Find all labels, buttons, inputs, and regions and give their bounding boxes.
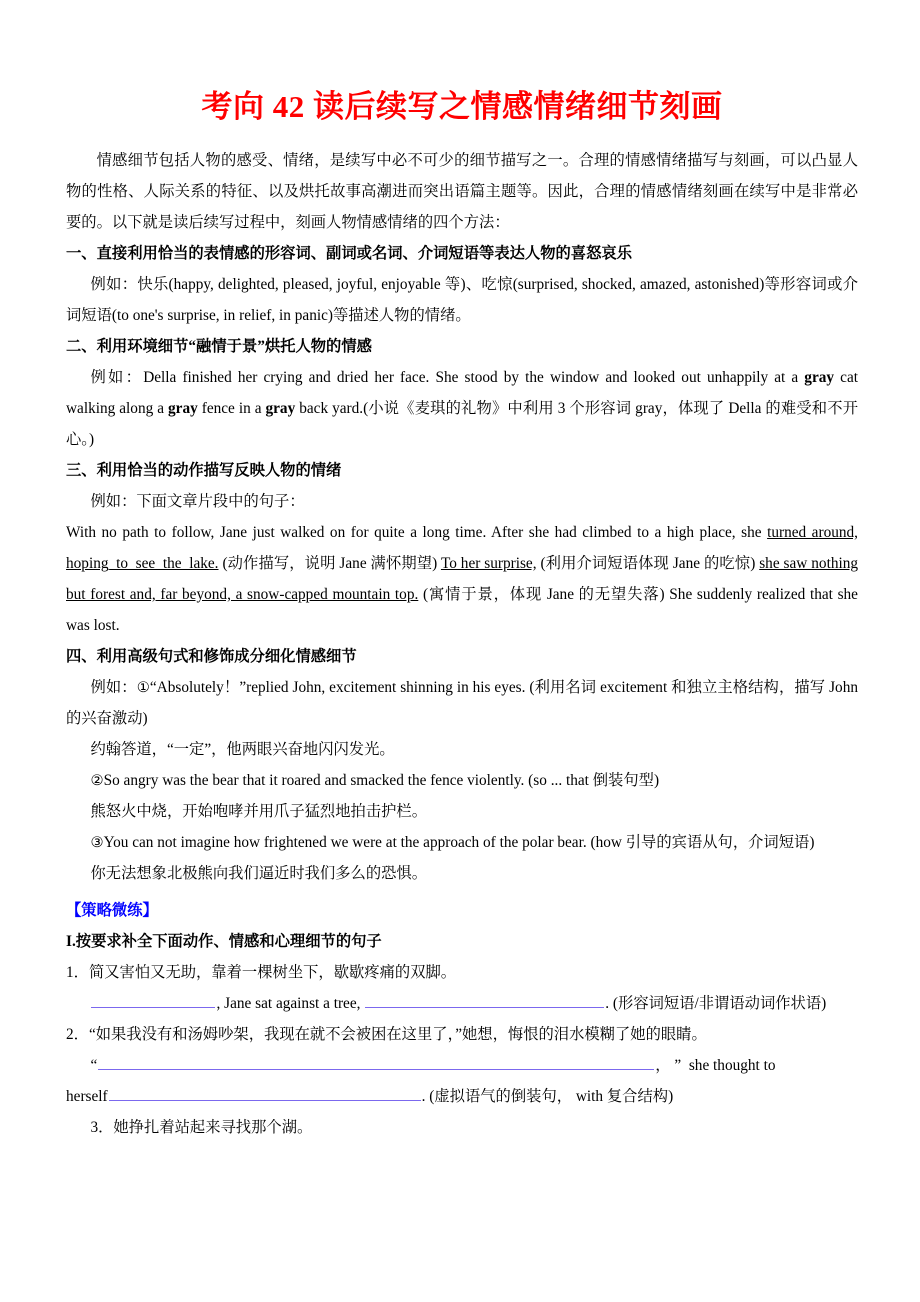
jane-passage <box>66 517 858 641</box>
della-text-2: cat walking along a <box>66 368 858 417</box>
practice-badge: 【策略微练】 <box>66 901 158 919</box>
jane-plain-1: With no path to follow, Jane just walked on for quite a long time. After she had climbed to a high place, she <box>66 523 768 541</box>
jane-underline-1: turned around, hoping_to_see_the_lake. <box>66 523 858 572</box>
question-2-tail: . (虚拟语气的倒装句， with 复合结构) <box>421 1087 674 1105</box>
question-1-answer-line <box>66 988 858 1019</box>
example-4-text-1: “Absolutely！”replied John, excitement shinning in his eyes. (利用名词 excitement 和独立主格结构，描写 John 的兴奋激动) <box>66 678 858 727</box>
jane-underline-3: she saw nothing but forest and, far beyond, a snow-capped mountain top. <box>66 554 859 603</box>
gray-bold-3: gray <box>265 399 296 417</box>
section-4-example-3 <box>66 827 858 858</box>
example-label-4: 例如： <box>90 678 137 696</box>
question-1-chinese: 简又害怕又无助，靠着一棵树坐下，歇歇疼痛的双脚。 <box>88 963 457 981</box>
jane-underline-2: To her surprise, <box>440 554 537 572</box>
question-2-after-blank: ， ” <box>655 1056 682 1074</box>
practice-instruction: I.按要求补全下面动作、情感和心理细节的句子 <box>66 932 382 950</box>
example-label-2: 例如： <box>90 368 144 386</box>
section-heading-4: 四、利用高级句式和修饰成分细化情感细节 <box>66 647 357 665</box>
della-note: (小说《麦琪的礼物》中利用 3 个形容词 gray，体现了 Della 的难受和不开心。) <box>66 399 858 448</box>
section-heading-2: 二、利用环境细节“融情于景”烘托人物的情感 <box>66 337 372 355</box>
section-1-example <box>66 269 858 331</box>
question-2-number: 2． <box>66 1025 89 1043</box>
example-lead-3: 下面文章片段中的句子： <box>136 492 305 510</box>
section-3-example-lead <box>66 486 858 517</box>
question-3-chinese: 她挣扎着站起来寻找那个湖。 <box>113 1118 313 1136</box>
question-2-second-lead: herself <box>66 1087 108 1105</box>
example-label-3: 例如： <box>90 492 137 510</box>
question-2-answer-line-2 <box>66 1081 858 1112</box>
answer-blank-1a[interactable] <box>91 992 215 1008</box>
gray-bold-2: gray <box>168 399 198 417</box>
question-1 <box>66 957 858 988</box>
example-4-text-3: You can not imagine how frightened we were at the approach of the polar bear. (how 引导的宾语从句，介词短语) <box>103 833 815 851</box>
question-2-tail-words: she thought to <box>688 1056 776 1074</box>
question-1-number: 1． <box>66 963 89 981</box>
question-2-answer-line-1 <box>66 1050 858 1081</box>
section-4-translation-1: 约翰答道，“一定”，他两眼兴奋地闪闪发光。 <box>90 740 395 758</box>
page-title: 考向 42 读后续写之情感情绪细节刻画 <box>201 89 723 124</box>
example-body-1: 快乐(happy, delighted, pleased, joyful, enjoyable 等)、吃惊(surprised, shocked, amazed, astonished)等形容词或介词短语(to one's surprise, in relief, in panic)等描述人物的情绪。 <box>66 275 858 324</box>
question-2 <box>66 1019 858 1050</box>
jane-note-1: (动作描写，说明 Jane 满怀期望) <box>218 554 441 572</box>
section-4-example-1 <box>66 672 858 734</box>
answer-blank-1b[interactable] <box>365 992 604 1008</box>
section-heading-3: 三、利用恰当的动作描写反映人物的情绪 <box>66 461 342 479</box>
example-4-text-2: So angry was the bear that it roared and smacked the fence violently. (so ... that 倒装句型) <box>103 771 660 789</box>
question-1-tail: . (形容词短语/非谓语动词作状语) <box>605 994 827 1012</box>
answer-blank-2a[interactable] <box>98 1054 654 1070</box>
marker-2: ② <box>90 771 104 789</box>
gray-bold-1: gray <box>804 368 835 386</box>
question-2-quote-open: “ <box>90 1056 98 1074</box>
question-2-chinese: “如果我没有和汤姆吵架，我现在就不会被困在这里了，”她想，悔恨的泪水模糊了她的眼睛。 <box>88 1025 707 1043</box>
section-2-example <box>66 362 858 455</box>
marker-3: ③ <box>90 833 104 851</box>
marker-1: ① <box>136 678 150 696</box>
example-label-1: 例如： <box>90 275 138 293</box>
section-heading-1: 一、直接利用恰当的表情感的形容词、副词或名词、介词短语等表达人物的喜怒哀乐 <box>66 244 632 262</box>
della-text-1: Della finished her crying and dried her face. She stood by the window and looked out unhappily at a <box>143 368 805 386</box>
question-3-number: 3． <box>90 1118 114 1136</box>
jane-note-2: (利用介词短语体现 Jane 的吃惊) <box>536 554 760 572</box>
intro-paragraph: 情感细节包括人物的感受、情绪，是续写中必不可少的细节描写之一。合理的情感情绪描写与刻画，可以凸显人物的性格、人际关系的特征、以及烘托故事高潮进而突出语篇主题等。因此，合理的情感情绪刻画在续写中是非常必要的。以下就是读后续写过程中，刻画人物情感情绪的四个方法： <box>66 151 858 231</box>
jane-note-3: (寓情于景，体现 Jane 的无望失落) <box>418 585 670 603</box>
answer-blank-2b[interactable] <box>109 1085 421 1101</box>
question-1-mid: , Jane sat against a tree, <box>216 994 365 1012</box>
della-text-4: back yard. <box>295 399 364 417</box>
della-text-3: fence in a <box>197 399 266 417</box>
section-4-example-2 <box>66 765 858 796</box>
section-4-translation-3: 你无法想象北极熊向我们逼近时我们多么的恐惧。 <box>90 864 428 882</box>
section-4-translation-2: 熊怒火中烧，开始咆哮并用爪子猛烈地拍击护栏。 <box>90 802 428 820</box>
question-3 <box>66 1112 858 1143</box>
jane-plain-2: She suddenly realized that she was lost. <box>66 585 858 634</box>
